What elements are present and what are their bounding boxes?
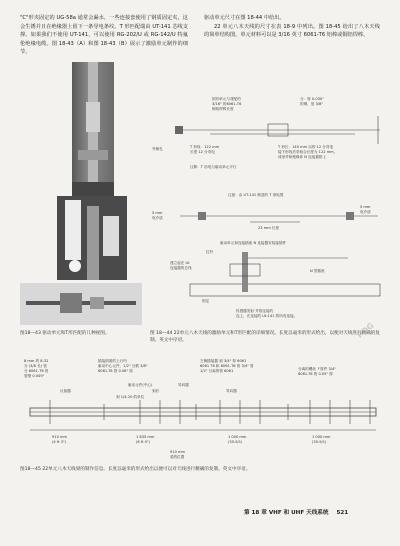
boom-connector-view	[170, 240, 380, 318]
callout-17: 分离的螺丝 ↑厚件 3/4"	[298, 367, 336, 371]
callout-4: 管壁 0.049"	[24, 374, 45, 378]
body-paragraph-left: "C"形夹固定的 UG-58a 通常会漏水，一些连接套使用了钢质固定夹，这会生锈并且在绝缘器上留下一条导电条纹。T 形匹配端由 UT-141 芯线支撑。如果我们不使用 UT-141，可以使用 RG-202/U 或 RG-142/U 特氟伦绝缘电缆。图 18-43（A）和图 18-43（B）展示了激励单元制作的细节。	[20, 15, 188, 56]
label-rod-1: 建立起在 Ut	[170, 261, 190, 265]
label-ins: 驱动单元和连接插座 N 连接器安装接插件	[220, 241, 287, 245]
label-foot-2: 连上，在连接的 Ut-141 的所有连接。	[236, 314, 298, 318]
label-top-note-3: 铜铝焊棒长度	[212, 107, 234, 111]
callout-16: 1/2" 分离的管 6061	[200, 369, 234, 373]
body-text-right	[204, 14, 380, 40]
dim-6: (35-9/1)	[228, 440, 243, 444]
label-top-note-2: 3/16" 的6061-T6	[212, 102, 242, 106]
label-bottom-note: 注释：T 形电与驱动单元平行	[190, 165, 237, 169]
dim-9: 910 mm	[170, 450, 186, 454]
label-rod-2: 连接器的总线	[170, 266, 192, 270]
callout-1: 8 mm 的 8-32	[24, 359, 49, 363]
label-mm5-right: 5 mm	[360, 205, 371, 209]
dim-3: 1 835 mm	[136, 435, 155, 439]
dim-1: 910 mm	[52, 435, 68, 439]
footer-chapter	[244, 508, 348, 516]
label-mm5-right-2: 电介质	[360, 210, 371, 214]
label-t-line-2: 长度 12 分弯电	[190, 150, 215, 154]
footer-chapter-title: 第 18 章 VHF 和 UHF 天线系统	[244, 510, 329, 516]
caption-figure-18-45: 图18—45 22单元八木天线梁的制作信息。长度以毫米的形式给出以便可以对天线进行精确的复制。英文中序语。	[20, 467, 251, 472]
label-top-note-1: 固有单元与背配的	[212, 97, 241, 101]
body-paragraph-right-1: 驱动单元尺寸在图 18-44 中给出。	[204, 15, 285, 21]
callout-9: 导向器	[178, 383, 189, 387]
label-clamp: 拉杆	[206, 250, 214, 254]
label-t-line-1: T 形线：122 mm	[190, 145, 220, 149]
callout-7: 6061-T6 管 0.06" 厚	[98, 369, 133, 373]
boom-drawing	[30, 400, 376, 424]
boom-callouts	[24, 358, 336, 399]
callout-11: 反射器	[60, 389, 71, 393]
caption-figure-18-44: 图 18—44 22单元八木天线的激励单元和T形匹配的详细情况。长度以毫米的形式给出，以便对天线进行精确的复制。英文中序语。	[150, 331, 380, 343]
dim-4: (6 ft 0")	[136, 440, 150, 444]
dim-7: 1 000 mm	[312, 435, 331, 439]
photo-driven-element-mid-drawing	[57, 196, 127, 280]
callout-13: 导向器	[226, 389, 237, 393]
callout-10: 到后	[152, 389, 160, 393]
label-left-side: 外缘孔	[152, 147, 163, 151]
boom-dimensions	[30, 430, 376, 459]
diagram-figure-18-44	[150, 88, 390, 328]
label-foot-1: 传感器发射 并将连接的	[236, 309, 274, 313]
callout-12: 到 1/4-20 的单位	[116, 395, 145, 399]
caption-figure-18-43: 图18—43 驱动单元和T形匹配的几种视图。	[20, 331, 110, 336]
photo-driven-element-bottom-drawing	[20, 283, 142, 325]
label-n-conn: N 型插座	[310, 269, 325, 273]
t-line-detail	[152, 192, 378, 230]
photo-driven-element-top-drawing	[72, 62, 114, 196]
driven-element-top-view	[152, 96, 380, 169]
callout-3: 分 6061-T6 管	[24, 369, 49, 373]
callout-2: 分 (3/8 长) 管	[24, 364, 47, 368]
label-top-right-1: 分：厚 0.030"	[300, 97, 324, 101]
dim-2: (4 ft 3")	[52, 440, 66, 444]
label-mm23: 23 mm 长度	[258, 226, 280, 230]
label-right-mid-1: T 形长：140 mm 以的 12 分弯电	[278, 145, 334, 149]
callout-14: 左侧插接器 到 3/4" 厚 6061	[200, 359, 247, 363]
callout-8: 驱动元件(中心)	[128, 383, 153, 387]
callout-15: 6061 T6 和 6061-T6 的 3/4" 管	[200, 364, 254, 368]
callout-18: 6061-T6 的 0.05" 厚	[298, 372, 333, 376]
label-mount: 固定	[202, 299, 210, 303]
photo-driven-element-mid	[57, 196, 127, 280]
label-right-mid-3: 成形并和绝缘体 N 连接插排上	[278, 155, 327, 159]
photo-driven-element-bottom	[20, 283, 142, 325]
label-top-right-2: 的铜，宽 3/8"	[300, 102, 323, 106]
photo-driven-element-top	[72, 62, 114, 196]
watermark-pdg: PDG	[355, 320, 376, 341]
label-mm5-left: 5 mm	[152, 211, 163, 215]
dim-5: 1 000 mm	[228, 435, 247, 439]
label-beam: 梁的位置	[170, 455, 185, 459]
dim-8: (35-9/1)	[312, 440, 327, 444]
callout-5: 插接面面的上行内	[98, 359, 127, 363]
page-number: 521	[336, 510, 349, 516]
callout-6: 驱动中心元件，1/2" 分数 3/8"	[98, 364, 148, 368]
diagram-figure-18-45	[20, 356, 382, 460]
label-mm5-left-2: 电介质	[152, 216, 163, 220]
label-mid-title: 注意：由 UT-141 制造的 T 形电缆	[228, 193, 284, 197]
label-right-mid-2: 接下形线后采取合长度为 122 mm，	[278, 150, 338, 154]
body-paragraph-right-2: 22 单元八木天线的尺寸在表 18-9 中列出。图 18-45 给出了八木天线的简单结构图。单元材料可以是 3/16 英寸 6061-T6 铝棒或铜铝焊棒。	[204, 23, 380, 39]
